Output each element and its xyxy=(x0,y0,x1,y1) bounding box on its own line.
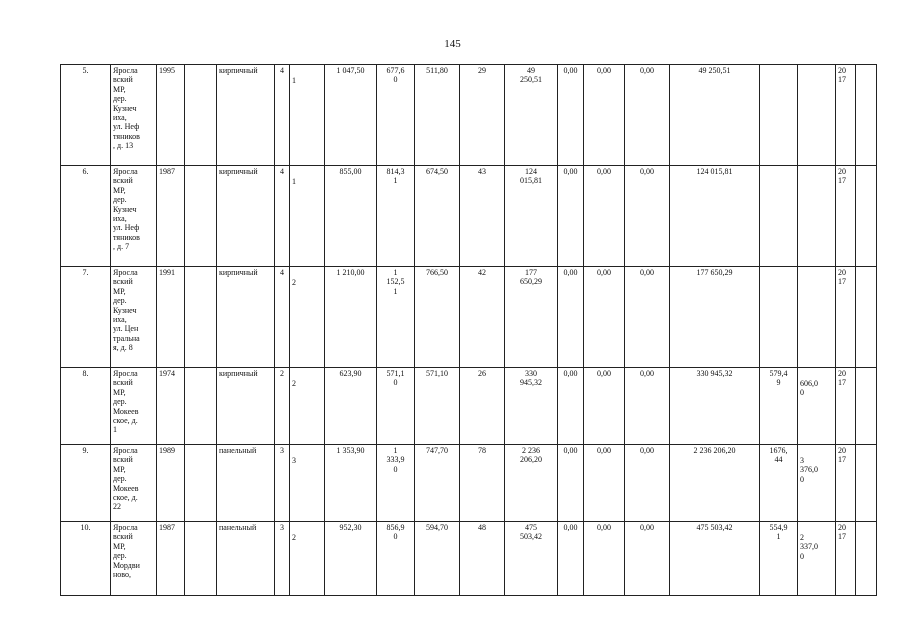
cell-f1: 0,00 xyxy=(558,445,584,522)
cell-__blank xyxy=(856,267,877,368)
cell-floors: 3 xyxy=(275,445,290,522)
cell-cost_total: 475 503,42 xyxy=(505,522,558,596)
cell-address: Яросла вский МР, дер. Кузнеч иха, ул. Неф тяников , д. 7 xyxy=(111,166,157,267)
cell-cost_owner: 475 503,42 xyxy=(670,522,760,596)
cell-cost_owner: 124 015,81 xyxy=(670,166,760,267)
cell-e1 xyxy=(760,65,798,166)
cell-floors: 4 xyxy=(275,65,290,166)
cell-num: 10. xyxy=(61,522,111,596)
cell-e2 xyxy=(798,267,836,368)
cell-f1: 0,00 xyxy=(558,267,584,368)
cell-empty1 xyxy=(185,65,217,166)
cell-total_area: 1 353,90 xyxy=(325,445,377,522)
cell-year_done: 20 17 xyxy=(836,65,856,166)
cell-material: кирпичный xyxy=(217,368,275,445)
cell-area_a: 814,3 1 xyxy=(377,166,415,267)
cell-f3: 0,00 xyxy=(625,267,670,368)
cell-empty1 xyxy=(185,267,217,368)
cell-total_area: 623,90 xyxy=(325,368,377,445)
cell-total_area: 1 210,00 xyxy=(325,267,377,368)
cell-entrances: 1 xyxy=(290,166,325,267)
cell-address: Яросла вский МР, дер. Мордви ново, xyxy=(111,522,157,596)
cell-year: 1991 xyxy=(157,267,185,368)
cell-e2: 3 376,0 0 xyxy=(798,445,836,522)
cell-area_b: 511,80 xyxy=(415,65,460,166)
table-row xyxy=(61,368,877,445)
cell-area_b: 766,50 xyxy=(415,267,460,368)
cell-residents: 26 xyxy=(460,368,505,445)
cell-address: Яросла вский МР, дер. Мокеев ское, д. 1 xyxy=(111,368,157,445)
cell-entrances: 2 xyxy=(290,522,325,596)
cell-address: Яросла вский МР, дер. Мокеев ское, д. 22 xyxy=(111,445,157,522)
cell-f2: 0,00 xyxy=(584,368,625,445)
cell-e1 xyxy=(760,166,798,267)
cell-f1: 0,00 xyxy=(558,166,584,267)
cell-e2: 606,0 0 xyxy=(798,368,836,445)
cell-e1: 579,4 9 xyxy=(760,368,798,445)
cell-total_area: 855,00 xyxy=(325,166,377,267)
cell-area_b: 594,70 xyxy=(415,522,460,596)
cell-__blank xyxy=(856,166,877,267)
table-row xyxy=(61,267,877,368)
table-row xyxy=(61,522,877,596)
cell-area_a: 1 152,5 1 xyxy=(377,267,415,368)
cell-f2: 0,00 xyxy=(584,522,625,596)
cell-year: 1987 xyxy=(157,166,185,267)
cell-year: 1987 xyxy=(157,522,185,596)
cell-floors: 3 xyxy=(275,522,290,596)
cell-year_done: 20 17 xyxy=(836,368,856,445)
cell-e1: 1676, 44 xyxy=(760,445,798,522)
cell-area_b: 747,70 xyxy=(415,445,460,522)
cell-f3: 0,00 xyxy=(625,166,670,267)
cell-residents: 43 xyxy=(460,166,505,267)
cell-material: панельный xyxy=(217,445,275,522)
cell-residents: 42 xyxy=(460,267,505,368)
cell-material: панельный xyxy=(217,522,275,596)
cell-f2: 0,00 xyxy=(584,267,625,368)
cell-area_a: 856,9 0 xyxy=(377,522,415,596)
cell-address: Яросла вский МР, дер. Кузнеч иха, ул. Цен тральна я, д. 8 xyxy=(111,267,157,368)
cell-__blank xyxy=(856,368,877,445)
cell-address: Яросла вский МР, дер. Кузнеч иха, ул. Неф тяников , д. 13 xyxy=(111,65,157,166)
cell-num: 5. xyxy=(61,65,111,166)
cell-year_done: 20 17 xyxy=(836,522,856,596)
cell-entrances: 2 xyxy=(290,267,325,368)
cell-f3: 0,00 xyxy=(625,522,670,596)
cell-floors: 4 xyxy=(275,267,290,368)
cell-f1: 0,00 xyxy=(558,522,584,596)
cell-year: 1974 xyxy=(157,368,185,445)
cell-material: кирпичный xyxy=(217,166,275,267)
cell-floors: 4 xyxy=(275,166,290,267)
cell-residents: 29 xyxy=(460,65,505,166)
cell-area_a: 1 333,9 0 xyxy=(377,445,415,522)
cell-entrances: 3 xyxy=(290,445,325,522)
cell-num: 7. xyxy=(61,267,111,368)
cell-empty1 xyxy=(185,522,217,596)
page-number: 145 xyxy=(444,38,461,50)
cell-area_a: 677,6 0 xyxy=(377,65,415,166)
table-row xyxy=(61,65,877,166)
cell-year: 1995 xyxy=(157,65,185,166)
cell-entrances: 1 xyxy=(290,65,325,166)
cell-entrances: 2 xyxy=(290,368,325,445)
housing-register-table xyxy=(60,64,877,596)
cell-f2: 0,00 xyxy=(584,166,625,267)
cell-cost_owner: 330 945,32 xyxy=(670,368,760,445)
cell-cost_owner: 177 650,29 xyxy=(670,267,760,368)
cell-f3: 0,00 xyxy=(625,445,670,522)
cell-num: 6. xyxy=(61,166,111,267)
cell-total_area: 1 047,50 xyxy=(325,65,377,166)
table-row xyxy=(61,166,877,267)
cell-cost_total: 124 015,81 xyxy=(505,166,558,267)
cell-e2 xyxy=(798,166,836,267)
cell-f2: 0,00 xyxy=(584,445,625,522)
cell-f3: 0,00 xyxy=(625,65,670,166)
cell-empty1 xyxy=(185,166,217,267)
cell-cost_total: 177 650,29 xyxy=(505,267,558,368)
cell-f3: 0,00 xyxy=(625,368,670,445)
cell-total_area: 952,30 xyxy=(325,522,377,596)
cell-num: 9. xyxy=(61,445,111,522)
cell-floors: 2 xyxy=(275,368,290,445)
cell-num: 8. xyxy=(61,368,111,445)
cell-f1: 0,00 xyxy=(558,368,584,445)
cell-year_done: 20 17 xyxy=(836,445,856,522)
cell-empty1 xyxy=(185,368,217,445)
cell-material: кирпичный xyxy=(217,267,275,368)
cell-empty1 xyxy=(185,445,217,522)
cell-residents: 48 xyxy=(460,522,505,596)
cell-area_b: 674,50 xyxy=(415,166,460,267)
cell-area_a: 571,1 0 xyxy=(377,368,415,445)
cell-cost_total: 49 250,51 xyxy=(505,65,558,166)
cell-area_b: 571,10 xyxy=(415,368,460,445)
cell-__blank xyxy=(856,65,877,166)
cell-year_done: 20 17 xyxy=(836,267,856,368)
cell-cost_owner: 2 236 206,20 xyxy=(670,445,760,522)
cell-residents: 78 xyxy=(460,445,505,522)
cell-__blank xyxy=(856,522,877,596)
cell-year_done: 20 17 xyxy=(836,166,856,267)
cell-f2: 0,00 xyxy=(584,65,625,166)
cell-e2: 2 337,0 0 xyxy=(798,522,836,596)
table-row xyxy=(61,445,877,522)
cell-e2 xyxy=(798,65,836,166)
cell-cost_total: 2 236 206,20 xyxy=(505,445,558,522)
cell-year: 1989 xyxy=(157,445,185,522)
cell-cost_owner: 49 250,51 xyxy=(670,65,760,166)
cell-material: кирпичный xyxy=(217,65,275,166)
cell-e1: 554,9 1 xyxy=(760,522,798,596)
cell-__blank xyxy=(856,445,877,522)
cell-f1: 0,00 xyxy=(558,65,584,166)
cell-cost_total: 330 945,32 xyxy=(505,368,558,445)
cell-e1 xyxy=(760,267,798,368)
